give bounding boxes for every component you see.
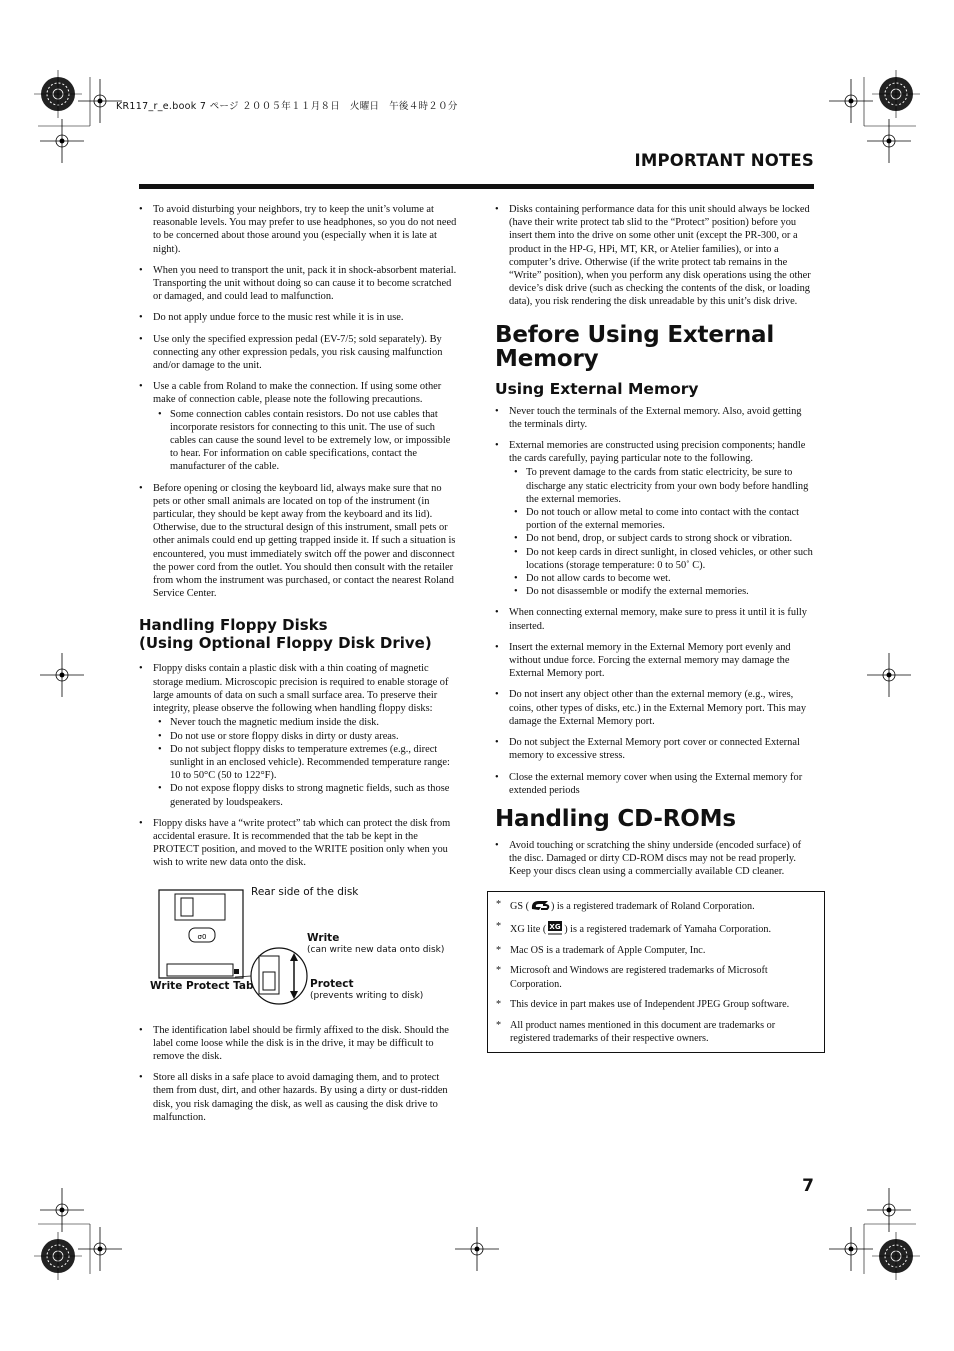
disk-storage-list (139, 1024, 457, 1124)
external-memory-list (495, 405, 813, 797)
sub-list-item: • Do not disassemble or modify the external memories. (509, 585, 813, 598)
registration-mark-icon (872, 1232, 920, 1280)
disk-lock-list (495, 203, 813, 309)
sub-list-item: • Do not bend, drop, or subject cards to strong shock or vibration. (509, 532, 813, 545)
list-item: • Do not subject the External Memory port cover or connected External memory to excessive stress. (495, 736, 813, 762)
floppy-disk-figure (139, 884, 457, 1014)
list-item: • Before opening or closing the keyboard lid, always make sure that no pets or other small animals are located on top of the instrument (in particular, they should be kept away from the keyboard and its lid). Otherwise, due to the structural design of this instrument, small pets or other animals could end up getting trapped inside it. If such a situation is encountered, you must immediately switch off the power and disconnect the power cord from the outlet. You should then consult with the retailer from whom the instrument was purchased, or contact the nearest Roland Service Center. (139, 482, 457, 601)
list-item: • Avoid touching or scratching the shiny underside (encoded surface) of the disc. Damaged or dirty CD-ROM discs may not be read properly. Keep your discs clean using a commercially available CD cleaner. (495, 839, 813, 879)
list-item: • Close the external memory cover when using the External memory for extended periods (495, 771, 813, 797)
section-heading-external-memory: Before Using External Memory (495, 321, 775, 372)
trademark-xg: * XG lite ( XG ) is a registered trademark of Yamaha Corporation. (496, 920, 816, 937)
floppy-notes-list (139, 662, 457, 869)
sub-list (153, 408, 457, 474)
trademark-item: * Mac OS is a trademark of Apple Computer, Inc. (496, 944, 816, 958)
list-item: • Do not apply undue force to the music rest while it is in use. (139, 311, 457, 324)
section-heading-cd-roms: Handling CD-ROMs (495, 805, 736, 832)
sub-list-item: • Do not keep cards in direct sunlight, in closed vehicles, or other such locations (storage temperature: 0 to 50˚ C). (509, 546, 813, 572)
list-item: • Floppy disks have a “write protect” tab which can protect the disk from accidental erasure. It is recommended that the tab be kept in the PROTECT position, and moved to the WRITE position only when you wish to write new data onto the disk. (139, 817, 457, 870)
registration-mark-icon (872, 70, 920, 118)
subheading-using-external-memory: Using External Memory (495, 379, 699, 398)
rear-side-label: Rear side of the disk (251, 885, 359, 898)
list-item: • External memories are constructed using precision components; handle the cards carefully, paying particular note to the following. • To prevent damage to the cards from static electricity, be sure to discharge any static electricity from your own body before handling the external memories. • Do not touch or allow metal to come into contact with the contact portion of the external memories. • Do not bend, drop, or subject cards to strong shock or vibration. • Do not keep cards in direct sunlight, in closed vehicles, or other such locations (storage temperature: 0 to 50˚ C). • Do not allow cards to become wet. • Do not disassemble or modify the external memories. (495, 439, 813, 598)
file-info-line: KR117_r_e.book 7 ページ ２００５年１１月８日 火曜日 午後４時２０分 (116, 101, 458, 112)
list-item: • Do not insert any object other than the external memory (e.g., wires, coins, other types of disks, etc.) in the External Memory port. This may damage the External Memory port. (495, 688, 813, 728)
sub-list-item: • To prevent damage to the cards from static electricity, be sure to discharge any static electricity from your own body before handling the external memories. (509, 466, 813, 506)
right-column (495, 203, 813, 1053)
cd-rom-list (495, 839, 813, 879)
list-item: • When you need to transport the unit, pack it in shock-absorbent material. Transporting the unit without doing so can cause it to become scratched or damaged, and could lead to malfunction. (139, 264, 457, 304)
sub-list-item: • Do not expose floppy disks to strong magnetic fields, such as those generated by loudspeakers. (153, 782, 457, 808)
protect-label: Protect (310, 977, 354, 990)
list-item: • To avoid disturbing your neighbors, try to keep the unit’s volume at reasonable levels. You may prefer to use headphones, so you do not need to be concerned about those around you (especially when it is late at night). (139, 203, 457, 256)
trademark-box (487, 891, 825, 1053)
list-item: • Disks containing performance data for this unit should always be locked (have their write protect tab slid to the “Protect” position) before you insert them into the drive on some other unit (except the PR-300, or a product in the HP-G, HPi, MT, KR, or Atelier families), or into a computer’s drive. Otherwise (if the write protect tab remains in the “Write” position), when you perform any disk operations using the other device’s disk drive (such as checking the contents of the disk, or loading data), you risk rendering the disk unreadable by this unit’s disk drive. (495, 203, 813, 309)
sub-list-item: • Never touch the magnetic medium inside the disk. (153, 716, 457, 729)
write-label: Write (307, 931, 340, 944)
sub-list-item: • Do not use or store floppy disks in dirty or dusty areas. (153, 730, 457, 743)
xg-lite-logo-icon (546, 920, 564, 936)
sub-list (509, 466, 813, 598)
section-heading-floppy: Handling Floppy Disks (Using Optional Floppy Disk Drive) (139, 616, 432, 653)
general-notes-list (139, 203, 457, 600)
list-item: • The identification label should be firmly affixed to the disk. Should the label come loose while the disk is in the drive, it may be difficult to remove the disk. (139, 1024, 457, 1064)
list-item: • Floppy disks contain a plastic disk with a thin coating of magnetic storage medium. Microscopic precision is required to enable storage of large amounts of data on such a small surface area. To preserve their integrity, please observe the following when handling floppy disks: • Never touch the magnetic medium inside the disk. • Do not use or store floppy disks in dirty or dusty areas. • Do not subject floppy disks to temperature extremes (e.g., direct sunlight in an enclosed vehicle). Recommended temperature range: 10 to 50°C (50 to 122°F). • Do not expose floppy disks to strong magnetic fields, such as those generated by loudspeakers. (139, 662, 457, 808)
left-column (139, 203, 457, 1132)
sub-list-item: • Do not subject floppy disks to temperature extremes (e.g., direct sunlight in an enclosed vehicle). Recommended temperature range: 10 to 50°C (50 to 122°F). (153, 743, 457, 783)
write-protect-tab-label: Write Protect Tab (150, 979, 254, 992)
header-rule (139, 184, 814, 189)
svg-text:XG: XG (549, 923, 561, 932)
trademark-item: * All product names mentioned in this document are trademarks or registered trademarks of their respective owners. (496, 1019, 816, 1046)
sub-list-item: • Do not allow cards to become wet. (509, 572, 813, 585)
sub-list-item: • Do not touch or allow metal to come into contact with the contact portion of the external memories. (509, 506, 813, 532)
list-item: • Never touch the terminals of the External memory. Also, avoid getting the terminals dirty. (495, 405, 813, 431)
trademark-item: * This device in part makes use of Independent JPEG Group software. (496, 998, 816, 1012)
page-header-title: IMPORTANT NOTES (634, 151, 814, 170)
list-item: • Insert the external memory in the External Memory port evenly and without undue force. Forcing the external memory may damage the External Memory port. (495, 641, 813, 681)
list-item: • When connecting external memory, make sure to press it until it is fully inserted. (495, 606, 813, 632)
sub-list-item: • Some connection cables contain resistors. Do not use cables that incorporate resistors for connecting to this unit. The use of such cables can cause the sound level to be extremely low, or impossible to hear. For information on cable specifications, contact the manufacturer of the cable. (153, 408, 457, 474)
page-number: 7 (802, 1176, 814, 1196)
sub-list (153, 716, 457, 808)
write-description: (can write new data onto disk) (307, 944, 445, 955)
list-item: • Use only the specified expression pedal (EV-7/5; sold separately). By connecting any other expression pedals, you risk causing malfunction and/or damage to the unit. (139, 333, 457, 373)
registration-mark-icon (34, 1232, 82, 1280)
trademark-gs: * GS ( ) is a registered trademark of Roland Corporation. (496, 898, 816, 914)
protect-description: (prevents writing to disk) (310, 990, 424, 1001)
list-item: • Store all disks in a safe place to avoid damaging them, and to protect them from dust, dirt, and other hazards. By using a dirty or dust-ridden disk, you risk damaging the disk, as well as causing the disk drive to malfunction. (139, 1071, 457, 1124)
svg-text:σ0: σ0 (197, 932, 207, 941)
list-item: • Use a cable from Roland to make the connection. If using some other make of connection cable, please note the following precautions. • Some connection cables contain resistors. Do not use cables that incorporate resistors for connecting to this unit. The use of such cables can cause the sound level to be extremely low, or impossible to hear. For information on cable specifications, contact the manufacturer of the cable. (139, 380, 457, 473)
trademark-item: * Microsoft and Windows are registered trademarks of Microsoft Corporation. (496, 964, 816, 991)
gs-logo-icon (529, 898, 551, 912)
registration-mark-icon (34, 70, 82, 118)
